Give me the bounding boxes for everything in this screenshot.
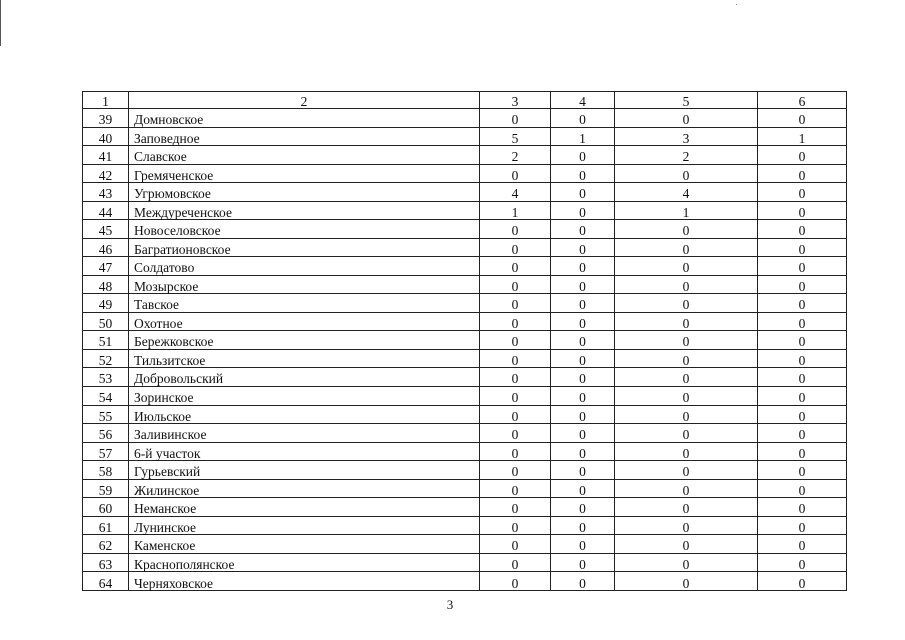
value-cell-col4: 0	[551, 572, 615, 591]
value-cell-col6: 0	[758, 535, 847, 554]
row-number-cell: 40	[83, 127, 129, 146]
value-cell-col4: 0	[551, 424, 615, 443]
value-cell-col5: 0	[615, 516, 758, 535]
table-row	[83, 572, 847, 591]
settlement-name-cell: Багратионовское	[129, 238, 480, 257]
value-cell-col4: 0	[551, 164, 615, 183]
settlement-name-cell: Междуреченское	[129, 201, 480, 220]
value-cell-col3: 0	[480, 349, 551, 368]
value-cell-col5: 0	[615, 238, 758, 257]
row-number-cell: 49	[83, 294, 129, 313]
value-cell-col4: 0	[551, 535, 615, 554]
table-row	[83, 127, 847, 146]
value-cell-col4: 0	[551, 553, 615, 572]
scan-speck	[736, 4, 737, 5]
data-table	[82, 91, 847, 591]
settlement-name-cell: Тавское	[129, 294, 480, 313]
value-cell-col4: 0	[551, 312, 615, 331]
table-header-row	[83, 92, 847, 109]
table-row	[83, 405, 847, 424]
value-cell-col6: 0	[758, 275, 847, 294]
value-cell-col5: 0	[615, 275, 758, 294]
value-cell-col3: 0	[480, 257, 551, 276]
row-number-cell: 51	[83, 331, 129, 350]
settlement-name-cell: Июльское	[129, 405, 480, 424]
value-cell-col4: 0	[551, 479, 615, 498]
value-cell-col4: 0	[551, 442, 615, 461]
value-cell-col4: 0	[551, 498, 615, 517]
table-row	[83, 461, 847, 480]
value-cell-col4: 1	[551, 127, 615, 146]
value-cell-col6: 0	[758, 368, 847, 387]
value-cell-col5: 0	[615, 164, 758, 183]
value-cell-col5: 0	[615, 424, 758, 443]
row-number-cell: 52	[83, 349, 129, 368]
value-cell-col3: 0	[480, 442, 551, 461]
table-row	[83, 312, 847, 331]
table-row	[83, 238, 847, 257]
row-number-cell: 58	[83, 461, 129, 480]
value-cell-col4: 0	[551, 201, 615, 220]
settlement-name-cell: Солдатово	[129, 257, 480, 276]
header-cell: 2	[129, 92, 480, 109]
value-cell-col6: 0	[758, 424, 847, 443]
row-number-cell: 46	[83, 238, 129, 257]
value-cell-col6: 0	[758, 201, 847, 220]
value-cell-col6: 1	[758, 127, 847, 146]
value-cell-col6: 0	[758, 461, 847, 480]
row-number-cell: 55	[83, 405, 129, 424]
value-cell-col6: 0	[758, 294, 847, 313]
settlement-name-cell: Гремяченское	[129, 164, 480, 183]
settlement-name-cell: Заливинское	[129, 424, 480, 443]
value-cell-col3: 0	[480, 424, 551, 443]
row-number-cell: 60	[83, 498, 129, 517]
value-cell-col6: 0	[758, 109, 847, 128]
value-cell-col3: 0	[480, 220, 551, 239]
value-cell-col6: 0	[758, 331, 847, 350]
table-row	[83, 424, 847, 443]
value-cell-col5: 0	[615, 349, 758, 368]
header-cell: 3	[480, 92, 551, 109]
value-cell-col3: 0	[480, 331, 551, 350]
value-cell-col5: 0	[615, 220, 758, 239]
value-cell-col3: 0	[480, 572, 551, 591]
table-row	[83, 146, 847, 165]
value-cell-col5: 0	[615, 257, 758, 276]
value-cell-col4: 0	[551, 461, 615, 480]
value-cell-col4: 0	[551, 405, 615, 424]
table-row	[83, 109, 847, 128]
value-cell-col5: 0	[615, 312, 758, 331]
value-cell-col3: 0	[480, 535, 551, 554]
value-cell-col5: 0	[615, 535, 758, 554]
value-cell-col3: 0	[480, 516, 551, 535]
table-row	[83, 516, 847, 535]
table-row	[83, 275, 847, 294]
value-cell-col6: 0	[758, 257, 847, 276]
row-number-cell: 50	[83, 312, 129, 331]
settlement-name-cell: Славское	[129, 146, 480, 165]
table-row	[83, 331, 847, 350]
value-cell-col3: 1	[480, 201, 551, 220]
row-number-cell: 63	[83, 553, 129, 572]
table-row	[83, 535, 847, 554]
value-cell-col6: 0	[758, 349, 847, 368]
value-cell-col3: 0	[480, 553, 551, 572]
value-cell-col3: 0	[480, 368, 551, 387]
settlement-name-cell: Охотное	[129, 312, 480, 331]
header-cell: 1	[83, 92, 129, 109]
row-number-cell: 54	[83, 386, 129, 405]
header-cell: 5	[615, 92, 758, 109]
page-number: 3	[446, 597, 454, 612]
settlement-name-cell: Мозырское	[129, 275, 480, 294]
value-cell-col5: 0	[615, 461, 758, 480]
value-cell-col4: 0	[551, 183, 615, 202]
settlement-name-cell: Домновское	[129, 109, 480, 128]
value-cell-col4: 0	[551, 386, 615, 405]
value-cell-col4: 0	[551, 516, 615, 535]
row-number-cell: 61	[83, 516, 129, 535]
value-cell-col5: 0	[615, 553, 758, 572]
value-cell-col6: 0	[758, 442, 847, 461]
settlement-name-cell: Каменское	[129, 535, 480, 554]
value-cell-col5: 4	[615, 183, 758, 202]
row-number-cell: 62	[83, 535, 129, 554]
table-row	[83, 498, 847, 517]
value-cell-col5: 0	[615, 479, 758, 498]
row-number-cell: 43	[83, 183, 129, 202]
row-number-cell: 64	[83, 572, 129, 591]
value-cell-col3: 0	[480, 238, 551, 257]
table-row	[83, 294, 847, 313]
settlement-name-cell: Угрюмовское	[129, 183, 480, 202]
value-cell-col5: 0	[615, 386, 758, 405]
row-number-cell: 42	[83, 164, 129, 183]
table-row	[83, 553, 847, 572]
value-cell-col4: 0	[551, 220, 615, 239]
value-cell-col3: 0	[480, 405, 551, 424]
row-number-cell: 48	[83, 275, 129, 294]
value-cell-col5: 2	[615, 146, 758, 165]
settlement-name-cell: Заповедное	[129, 127, 480, 146]
value-cell-col4: 0	[551, 238, 615, 257]
value-cell-col3: 0	[480, 386, 551, 405]
value-cell-col4: 0	[551, 275, 615, 294]
value-cell-col3: 0	[480, 312, 551, 331]
value-cell-col6: 0	[758, 238, 847, 257]
table-row	[83, 442, 847, 461]
settlement-name-cell: Тильзитское	[129, 349, 480, 368]
value-cell-col6: 0	[758, 405, 847, 424]
settlement-name-cell: Бережковское	[129, 331, 480, 350]
value-cell-col3: 0	[480, 479, 551, 498]
value-cell-col5: 0	[615, 294, 758, 313]
value-cell-col5: 0	[615, 442, 758, 461]
value-cell-col6: 0	[758, 386, 847, 405]
value-cell-col6: 0	[758, 516, 847, 535]
settlement-name-cell: Зоринское	[129, 386, 480, 405]
value-cell-col3: 0	[480, 109, 551, 128]
value-cell-col3: 4	[480, 183, 551, 202]
value-cell-col5: 3	[615, 127, 758, 146]
value-cell-col3: 0	[480, 294, 551, 313]
row-number-cell: 39	[83, 109, 129, 128]
row-number-cell: 56	[83, 424, 129, 443]
header-cell: 4	[551, 92, 615, 109]
value-cell-col5: 1	[615, 201, 758, 220]
value-cell-col3: 0	[480, 164, 551, 183]
settlement-name-cell: Лунинское	[129, 516, 480, 535]
settlement-name-cell: Неманское	[129, 498, 480, 517]
header-cell: 6	[758, 92, 847, 109]
value-cell-col5: 0	[615, 572, 758, 591]
table-row	[83, 183, 847, 202]
value-cell-col3: 0	[480, 498, 551, 517]
value-cell-col4: 0	[551, 109, 615, 128]
value-cell-col6: 0	[758, 146, 847, 165]
table-row	[83, 386, 847, 405]
value-cell-col5: 0	[615, 109, 758, 128]
value-cell-col6: 0	[758, 220, 847, 239]
row-number-cell: 53	[83, 368, 129, 387]
settlement-name-cell: Добровольский	[129, 368, 480, 387]
value-cell-col6: 0	[758, 553, 847, 572]
settlement-name-cell: Краснополянское	[129, 553, 480, 572]
settlement-name-cell: 6-й участок	[129, 442, 480, 461]
value-cell-col6: 0	[758, 479, 847, 498]
table-row	[83, 201, 847, 220]
table-row	[83, 368, 847, 387]
settlement-name-cell: Гурьевский	[129, 461, 480, 480]
value-cell-col6: 0	[758, 164, 847, 183]
table-row	[83, 220, 847, 239]
settlement-name-cell: Жилинское	[129, 479, 480, 498]
value-cell-col3: 0	[480, 461, 551, 480]
value-cell-col5: 0	[615, 368, 758, 387]
row-number-cell: 59	[83, 479, 129, 498]
settlement-name-cell: Новоселовское	[129, 220, 480, 239]
value-cell-col4: 0	[551, 294, 615, 313]
value-cell-col6: 0	[758, 312, 847, 331]
row-number-cell: 44	[83, 201, 129, 220]
scan-edge-mark	[0, 0, 1, 46]
table-body	[83, 92, 847, 591]
value-cell-col3: 5	[480, 127, 551, 146]
table-row	[83, 257, 847, 276]
value-cell-col6: 0	[758, 498, 847, 517]
value-cell-col4: 0	[551, 331, 615, 350]
table-row	[83, 164, 847, 183]
value-cell-col5: 0	[615, 405, 758, 424]
table-row	[83, 479, 847, 498]
value-cell-col4: 0	[551, 146, 615, 165]
row-number-cell: 45	[83, 220, 129, 239]
value-cell-col4: 0	[551, 368, 615, 387]
settlement-name-cell: Черняховское	[129, 572, 480, 591]
row-number-cell: 57	[83, 442, 129, 461]
value-cell-col6: 0	[758, 183, 847, 202]
value-cell-col6: 0	[758, 572, 847, 591]
value-cell-col4: 0	[551, 257, 615, 276]
value-cell-col3: 2	[480, 146, 551, 165]
row-number-cell: 47	[83, 257, 129, 276]
row-number-cell: 41	[83, 146, 129, 165]
value-cell-col3: 0	[480, 275, 551, 294]
table-row	[83, 349, 847, 368]
value-cell-col5: 0	[615, 498, 758, 517]
value-cell-col4: 0	[551, 349, 615, 368]
value-cell-col5: 0	[615, 331, 758, 350]
